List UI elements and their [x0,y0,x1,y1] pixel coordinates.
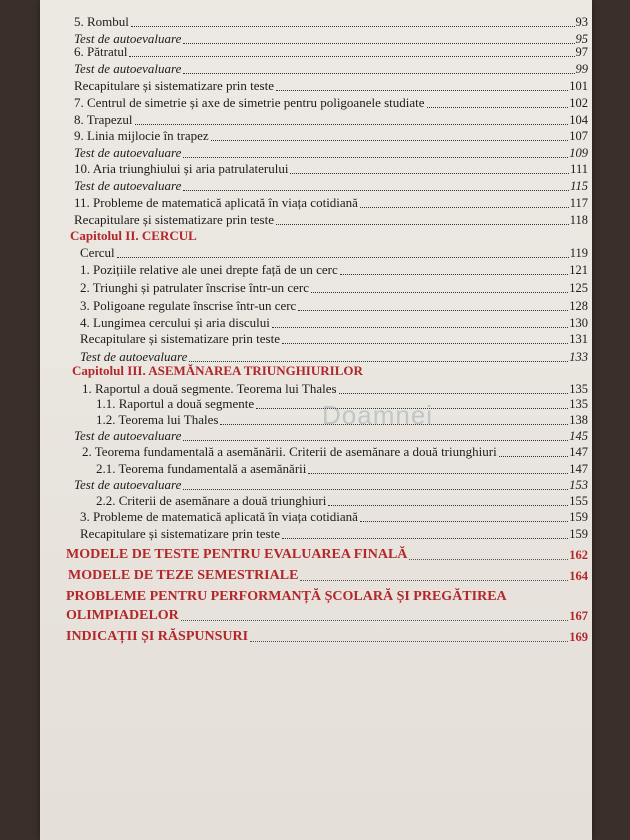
toc-entry [74,32,588,46]
dot-leader [282,342,568,344]
toc-entry-title: 7. Centrul de simetrie și axe de simetrie pentru poligoanele studiate [74,95,425,110]
toc-entry-page: 118 [569,213,588,227]
toc-entry-title: 3. Poligoane regulate înscrise într-un cerc [80,298,297,313]
dot-leader [427,106,569,108]
toc-entry [82,445,588,459]
toc-entry-title: MODELE DE TEZE SEMESTRIALE [68,568,299,583]
dot-leader [360,206,569,208]
toc-entry-title: Test de autoevaluare [74,477,182,492]
toc-entry [80,316,588,330]
toc-entry-page: 104 [569,113,588,127]
toc-entry-page: 145 [569,429,588,443]
toc-entry-page: 93 [575,15,588,29]
dot-leader [282,537,568,539]
toc-entry-page: 95 [575,32,588,46]
toc-entry-title: 2. Teorema fundamentală a asemănării. Criterii de asemănare a două triunghiuri [82,444,497,459]
dot-leader [189,360,568,362]
toc-entry-title: Capitolul III. ASEMĂNAREA TRIUNGHIURILOR [72,363,363,378]
toc-entry [74,79,588,93]
toc-entry-title: Test de autoevaluare [74,61,182,76]
dot-leader [250,640,568,642]
dot-leader [183,189,569,191]
toc-heading [68,567,588,583]
toc-entry-title: 1.1. Raportul a două segmente [96,396,255,411]
dot-leader [183,42,574,44]
toc-entry-title: 1. Pozițiile relative ale unei drepte față de un cerc [80,262,338,277]
toc-entry [74,45,588,59]
toc-entry [80,332,588,346]
dot-leader [131,25,575,27]
toc-entry-title: 5. Rombul [74,14,129,29]
toc-entry [80,263,588,277]
dot-leader [135,123,569,125]
toc-heading [70,229,588,243]
dot-leader [181,619,568,621]
toc-entry-page: 128 [569,299,588,313]
toc-entry [74,146,588,160]
dot-leader [328,504,568,506]
toc-entry-page: 119 [569,246,588,260]
toc-entry-page: 133 [569,350,588,364]
toc-entry [74,129,588,143]
dot-leader [183,488,568,490]
toc-entry [74,162,588,176]
toc-entry [74,62,588,76]
toc-entry-page: 101 [569,79,588,93]
book-page [40,0,592,840]
toc-entry [74,96,588,110]
dot-leader [276,89,568,91]
toc-entry-title: 2.2. Criterii de asemănare a două triunghiuri [96,493,327,508]
toc-entry-page: 125 [569,281,588,295]
toc-entry-page: 147 [569,445,588,459]
toc-entry [96,494,588,508]
toc-heading [66,546,588,562]
toc-entry [80,527,588,541]
toc-entry-page: 159 [569,527,588,541]
dot-leader [499,455,569,457]
toc-entry-title: Test de autoevaluare [74,145,182,160]
toc-entry-title: Test de autoevaluare [74,428,182,443]
dot-leader [340,273,569,275]
toc-entry [74,15,588,29]
toc-entry-page: 121 [569,263,588,277]
toc-entry-title: Test de autoevaluare [74,178,182,193]
toc-entry-page: 164 [569,569,588,583]
toc-entry [80,510,588,524]
toc-entry-page: 153 [569,478,588,492]
toc-heading [66,607,588,623]
dot-leader [183,439,568,441]
toc-entry-page: 99 [575,62,588,76]
toc-heading [66,588,586,604]
dot-leader [409,558,568,560]
toc-entry-title: 11. Probleme de matematică aplicată în viața cotidiană [74,195,358,210]
toc-entry [80,246,588,260]
toc-entry-title: 3. Probleme de matematică aplicată în viața cotidiană [80,509,358,524]
dot-leader [276,223,569,225]
toc-entry-page: 155 [569,494,588,508]
toc-entry [74,179,588,193]
toc-entry-title: 8. Trapezul [74,112,133,127]
toc-entry-title: Test de autoevaluare [74,31,182,46]
toc-entry-page: 135 [569,382,588,396]
toc-entry-title: 1. Raportul a două segmente. Teorema lui Thales [82,381,337,396]
toc-entry-page: 162 [569,548,588,562]
toc-entry-title: INDICAȚII ȘI RĂSPUNSURI [66,629,249,644]
toc-entry [74,429,588,443]
dot-leader [211,139,569,141]
toc-entry [96,462,588,476]
toc-entry-page: 102 [569,96,588,110]
toc-entry [82,382,588,396]
dot-leader [129,55,574,57]
toc-entry-title: PROBLEME PENTRU PERFORMANȚĂ ȘCOLARĂ ȘI PREGĂTIREA [66,589,507,604]
toc-heading [72,364,588,378]
toc-entry-page: 115 [570,179,588,193]
dot-leader [290,172,569,174]
toc-heading [66,628,588,644]
dot-leader [311,291,568,293]
toc-entry-title: Capitolul II. CERCUL [70,228,197,243]
dot-leader [117,256,569,258]
toc-entry-page: 138 [569,413,588,427]
toc-entry-title: 6. Pătratul [74,44,128,59]
toc-entry-title: Recapitulare și sistematizare prin teste [74,78,274,93]
dot-leader [183,72,574,74]
dot-leader [360,520,568,522]
toc-entry-title: 1.2. Teorema lui Thales [96,412,219,427]
toc-entry [80,350,588,364]
toc-entry-page: 107 [569,129,588,143]
toc-entry-page: 109 [569,146,588,160]
toc-entry [74,196,588,210]
toc-entry-page: 130 [569,316,588,330]
dot-leader [183,156,568,158]
dot-leader [339,392,569,394]
toc-entry-page: 159 [569,510,588,524]
toc-entry-page: 147 [569,462,588,476]
toc-entry [80,299,588,313]
toc-entry [74,113,588,127]
toc-entry-page: 97 [575,45,588,59]
dot-leader [272,326,568,328]
toc-entry-page: 117 [569,196,588,210]
toc-entry-title: Cercul [80,245,115,260]
dot-leader [298,309,568,311]
toc-entry [80,281,588,295]
toc-entry-title: 10. Aria triunghiului și aria patrulaterului [74,161,289,176]
toc-entry-page: 131 [569,332,588,346]
toc-entry-page: 111 [570,162,588,176]
toc-entry-title: 2. Triunghi și patrulater înscrise într-un cerc [80,280,309,295]
watermark: Doamnei [322,400,434,430]
toc-entry-page: 135 [569,397,588,411]
toc-entry-title: OLIMPIADELOR [66,608,179,623]
toc-entry-title: 2.1. Teorema fundamentală a asemănării [96,461,307,476]
toc-entry-page: 167 [569,609,588,623]
toc-entry [74,213,588,227]
table-of-contents [40,0,592,840]
dot-leader [308,472,568,474]
toc-entry-title: Recapitulare și sistematizare prin teste [80,331,280,346]
toc-entry-title: Recapitulare și sistematizare prin teste [74,212,274,227]
toc-entry-title: Test de autoevaluare [80,349,188,364]
toc-entry [74,478,588,492]
toc-entry-title: Recapitulare și sistematizare prin teste [80,526,280,541]
toc-entry-title: MODELE DE TESTE PENTRU EVALUAREA FINALĂ [66,547,408,562]
dot-leader [300,579,568,581]
toc-entry-title: 9. Linia mijlocie în trapez [74,128,209,143]
toc-entry-title: 4. Lungimea cercului și aria discului [80,315,270,330]
toc-entry-page: 169 [569,630,588,644]
